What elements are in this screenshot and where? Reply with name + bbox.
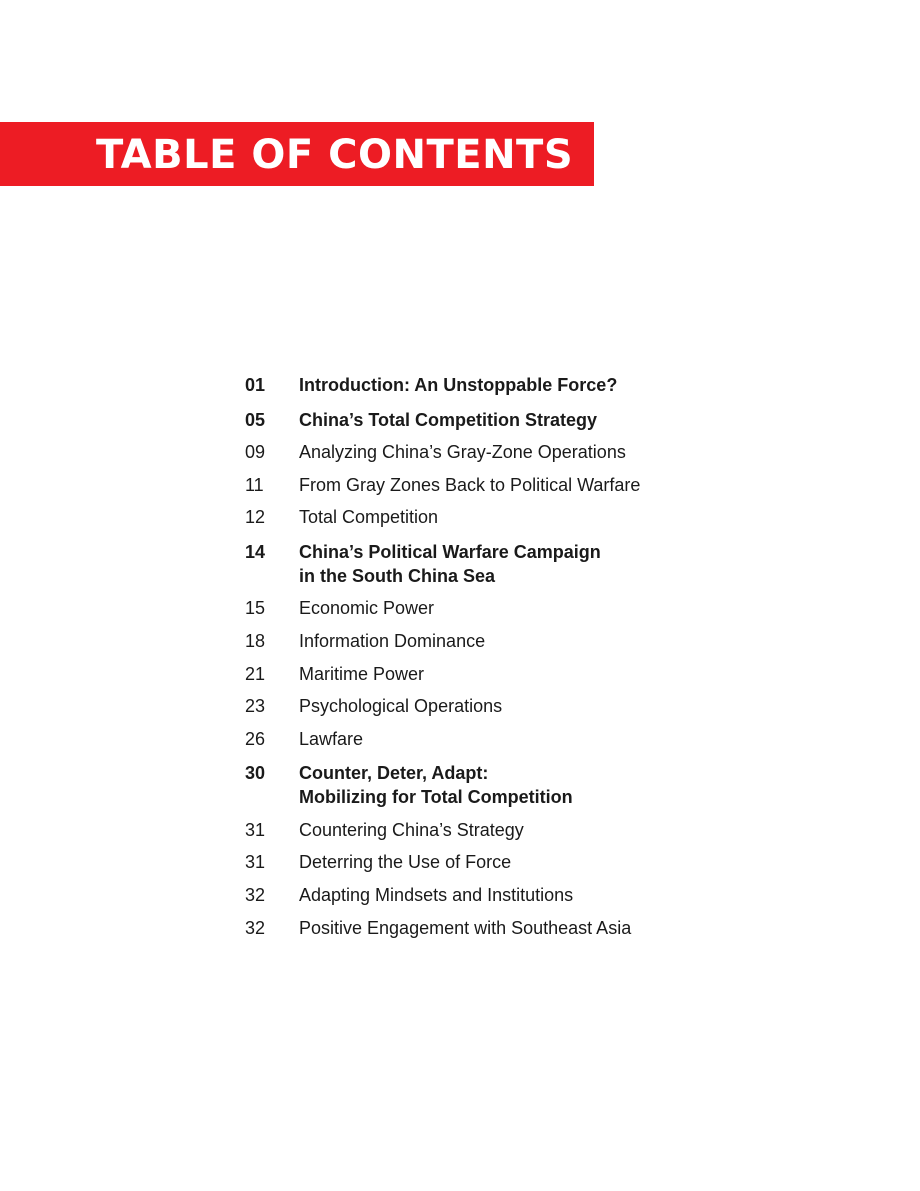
toc-entry-adapting-mindsets[interactable] bbox=[245, 883, 765, 907]
toc-entry-gray-zone-operations[interactable] bbox=[245, 440, 765, 464]
toc-page-number: 18 bbox=[245, 630, 266, 651]
toc-entry-label-line1: China’s Political Warfare Campaign bbox=[299, 541, 601, 562]
toc-page-number: 30 bbox=[245, 763, 266, 784]
toc-entry-label: Psychological Operations bbox=[299, 696, 503, 717]
toc-entry-label-line2: Mobilizing for Total Competition bbox=[299, 787, 573, 808]
toc-page-number: 23 bbox=[245, 696, 266, 717]
toc-entry-countering-strategy[interactable] bbox=[245, 818, 765, 842]
toc-entry-label-line2: in the South China Sea bbox=[299, 565, 496, 586]
toc-page-number: 05 bbox=[245, 409, 266, 430]
toc-page-number: 26 bbox=[245, 728, 266, 749]
toc-entry-label: Countering China’s Strategy bbox=[299, 819, 524, 840]
toc-entry-introduction[interactable] bbox=[245, 373, 765, 397]
page-title: TABLE OF CONTENTS bbox=[96, 132, 574, 178]
toc-entry-psychological-operations[interactable] bbox=[245, 694, 765, 718]
toc-entry-counter-deter-adapt[interactable] bbox=[245, 761, 765, 809]
toc-page-number: 12 bbox=[245, 507, 266, 528]
toc-entry-political-warfare[interactable] bbox=[245, 473, 765, 497]
toc-entry-label: China’s Total Competition Strategy bbox=[299, 409, 598, 430]
toc-page-number: 09 bbox=[245, 442, 266, 463]
toc-entry-label: Lawfare bbox=[299, 728, 364, 749]
toc-entry-lawfare[interactable] bbox=[245, 727, 765, 751]
toc-entry-label bbox=[299, 761, 719, 809]
toc-entry-information-dominance[interactable] bbox=[245, 629, 765, 653]
toc-entry-label: Total Competition bbox=[299, 507, 439, 528]
toc-entry-label-line1: Counter, Deter, Adapt: bbox=[299, 763, 489, 784]
table-of-contents bbox=[245, 373, 765, 948]
toc-entry-label: Deterring the Use of Force bbox=[299, 852, 512, 873]
toc-page-number: 14 bbox=[245, 541, 266, 562]
toc-entry-label: Economic Power bbox=[299, 598, 435, 619]
toc-page-number: 32 bbox=[245, 885, 266, 906]
toc-entry-total-competition-strategy[interactable] bbox=[245, 408, 765, 432]
toc-entry-positive-engagement[interactable] bbox=[245, 916, 765, 940]
toc-page-number: 31 bbox=[245, 852, 266, 873]
toc-entry-label: Adapting Mindsets and Institutions bbox=[299, 885, 574, 906]
toc-entry-political-warfare-campaign[interactable] bbox=[245, 540, 765, 588]
toc-entry-label: Analyzing China’s Gray-Zone Operations bbox=[299, 442, 626, 463]
toc-page-number: 01 bbox=[245, 375, 266, 395]
toc-entry-label bbox=[299, 540, 719, 588]
toc-entry-label: Introduction: An Unstoppable Force? bbox=[299, 375, 618, 395]
toc-entry-deterring-force[interactable] bbox=[245, 850, 765, 874]
toc-entry-label: From Gray Zones Back to Political Warfare bbox=[299, 474, 641, 495]
toc-entry-economic-power[interactable] bbox=[245, 596, 765, 620]
toc-entry-label: Positive Engagement with Southeast Asia bbox=[299, 917, 632, 938]
toc-page-number: 32 bbox=[245, 917, 266, 938]
title-banner bbox=[0, 122, 594, 186]
toc-entry-label: Maritime Power bbox=[299, 663, 425, 684]
toc-page-number: 31 bbox=[245, 819, 266, 840]
toc-entry-total-competition[interactable] bbox=[245, 505, 765, 529]
toc-page-number: 15 bbox=[245, 598, 266, 619]
toc-entry-maritime-power[interactable] bbox=[245, 662, 765, 686]
toc-entry-label: Information Dominance bbox=[299, 630, 486, 651]
toc-page-number: 21 bbox=[245, 663, 266, 684]
toc-page-number: 11 bbox=[245, 474, 264, 495]
